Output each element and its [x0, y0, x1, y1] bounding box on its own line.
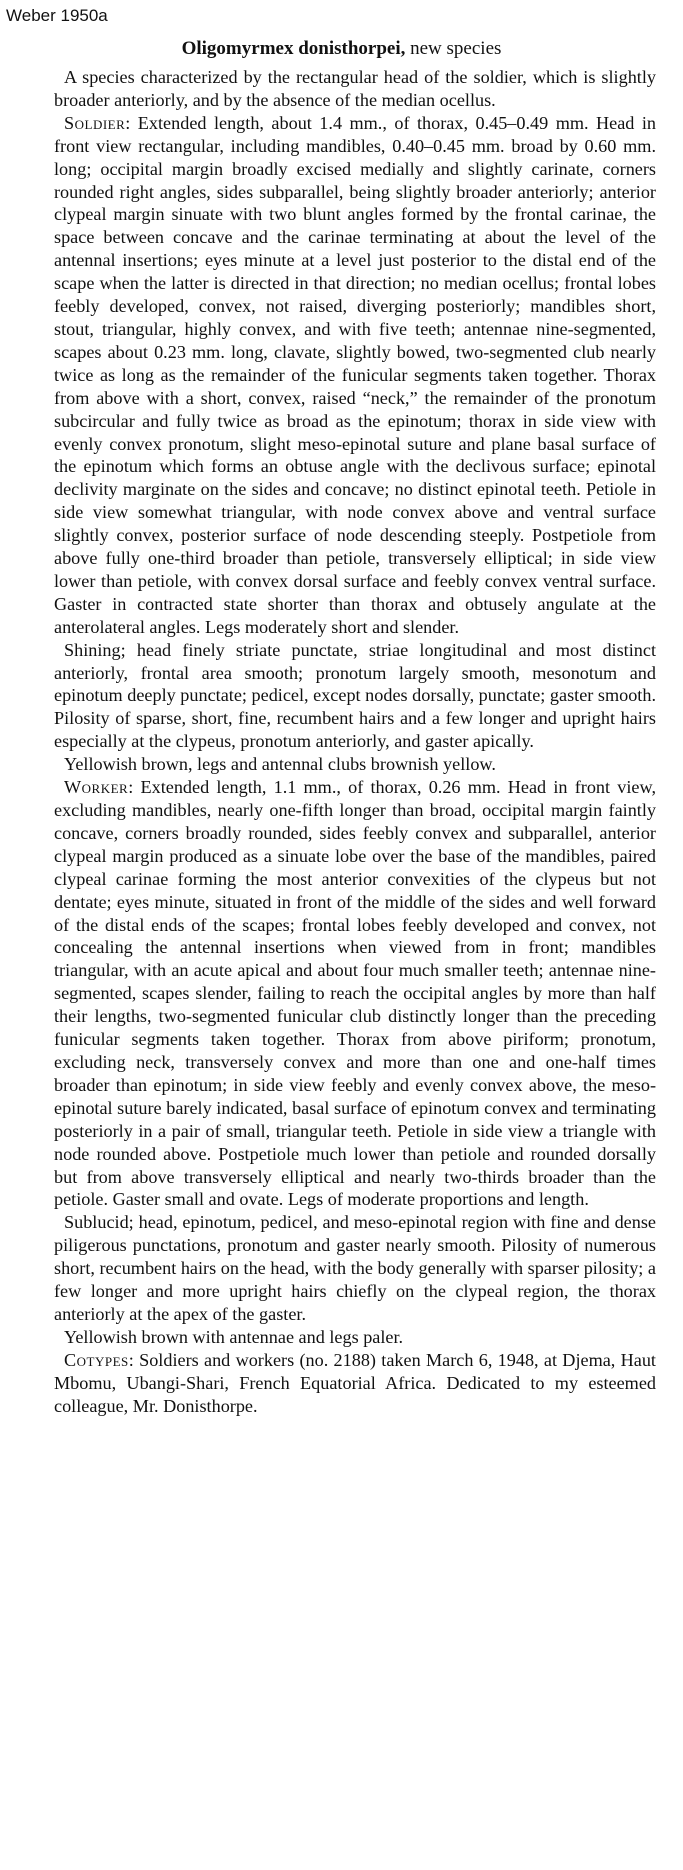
worker-description: : Extended length, 1.1 mm., of thorax, 0.26 mm. Head in front view, excluding mandibles, nearly one-fifth longer than broad, occipital margin faintly concave, corners broadly rounded, sides feebly convex and subparallel, anterior clypeal margin produced as a sinuate lobe over the base of the mandibles, paired clypeal carinae forming the most anterior convexities of the clypeus but not dentate; eyes minute, situated in front of the middle of the sides and well forward of the distal ends of the scapes; frontal lobes feebly developed and convex, not concealing the antennal insertions when viewed from in front; mandibles triangular, with an acute apical and about four much smaller teeth; antennae nine-segmented, scapes slender, failing to reach the occipital angles by more than half their lengths, two-segmented funicular club distinctly longer than the preceding funicular segments taken together. Thorax from above piriform; pronotum, excluding neck, transversely convex and more than one and one-half times broader than epinotum; in side view feebly and evenly convex above, the meso-epinotal suture barely indicated, basal surface of epinotum convex and terminating posteriorly in a pair of small, triangular teeth. Petiole in side view a triangle with node rounded above. Postpetiole much lower than petiole and rounded dorsally but from above transversely elliptical and nearly two-thirds broader than the petiole. Gaster small and ovate. Legs of moderate proportions and length.	[54, 777, 656, 1210]
species-status: new species	[405, 38, 502, 59]
cotypes-description: : Soldiers and workers (no. 2188) taken March 6, 1948, at Djema, Haut Mbomu, Ubangi-Shari, French Equatorial Africa. Dedicated to my esteemed colleague, Mr. Donisthorpe.	[54, 1349, 656, 1416]
soldier-paragraph	[54, 112, 656, 639]
worker-heading: Worker	[64, 777, 129, 798]
citation-label: Weber 1950a	[6, 6, 108, 25]
description-body	[54, 66, 656, 1417]
soldier-description: : Extended length, about 1.4 mm., of thorax, 0.45–0.49 mm. Head in front view rectangular, including mandibles, 0.40–0.45 mm. broad by 0.60 mm. long; occipital margin broadly excised medially and slightly carinate, corners rounded right angles, sides subparallel, being slightly broader anteriorly; anterior clypeal margin sinuate with two blunt angles formed by the frontal carinae, the space between concave and the carinae terminating at about the level of the antennal insertions; eyes minute at a level just posterior to the distal end of the scape when the latter is directed in that direction; no median ocellus; frontal lobes feebly developed, convex, not raised, diverging posteriorly; mandibles short, stout, triangular, highly convex, and with five teeth; antennae nine-segmented, scapes about 0.23 mm. long, clavate, slightly bowed, two-segmented club nearly twice as long as the remainder of the funicular segments taken together. Thorax from above with a short, convex, raised “neck,” the remainder of the pronotum subcircular and fully twice as broad as the epinotum; thorax in side view with evenly convex pronotum, slight meso-epinotal suture and plane basal surface of the epinotum which forms an obtuse angle with the declivous surface; epinotal declivity marginate on the sides and concave; no distinct epinotal teeth. Petiole in side view somewhat triangular, with node convex above and ventral surface slightly convex, posterior surface of node descending steeply. Postpetiole from above fully one-third broader than petiole, transversely elliptical; in side view lower than petiole, with convex dorsal surface and feebly convex ventral surface. Gaster in contracted state shorter than thorax and obtusely angulate at the anterolateral angles. Legs moderately short and slender.	[54, 112, 656, 637]
soldier-color-paragraph: Yellowish brown, legs and antennal clubs brownish yellow.	[64, 754, 496, 775]
soldier-sculpture-paragraph: Shining; head finely striate punctate, striae longitudinal and most distinct anteriorly, frontal area smooth; pronotum largely smooth, mesonotum and epinotum deeply punctate; pedicel, except nodes dorsally, punctate; gaster smooth. Pilosity of sparse, short, fine, recumbent hairs and a few longer and upright hairs especially at the clypeus, pronotum anteriorly, and gaster apically.	[54, 639, 656, 752]
worker-color-paragraph: Yellowish brown with antennae and legs paler.	[64, 1326, 404, 1347]
intro-paragraph: A species characterized by the rectangular head of the soldier, which is slightly broader anteriorly, and by the absence of the median ocellus.	[54, 67, 656, 110]
cotypes-heading: Cotypes	[64, 1349, 129, 1370]
species-title	[0, 38, 683, 60]
worker-sculpture-paragraph: Sublucid; head, epinotum, pedicel, and meso-epinotal region with fine and dense piligerous punctations, pronotum and gaster nearly smooth. Pilosity of numerous short, recumbent hairs on the head, with the body generally with sparser pilosity; a few longer and more upright hairs chiefly on the clypeal region, the thorax anteriorly at the apex of the gaster.	[54, 1212, 656, 1324]
worker-paragraph	[54, 776, 656, 1211]
cotypes-paragraph	[54, 1349, 656, 1418]
soldier-heading: Soldier	[64, 112, 126, 133]
species-name: Oligomyrmex donisthorpei,	[181, 38, 406, 59]
